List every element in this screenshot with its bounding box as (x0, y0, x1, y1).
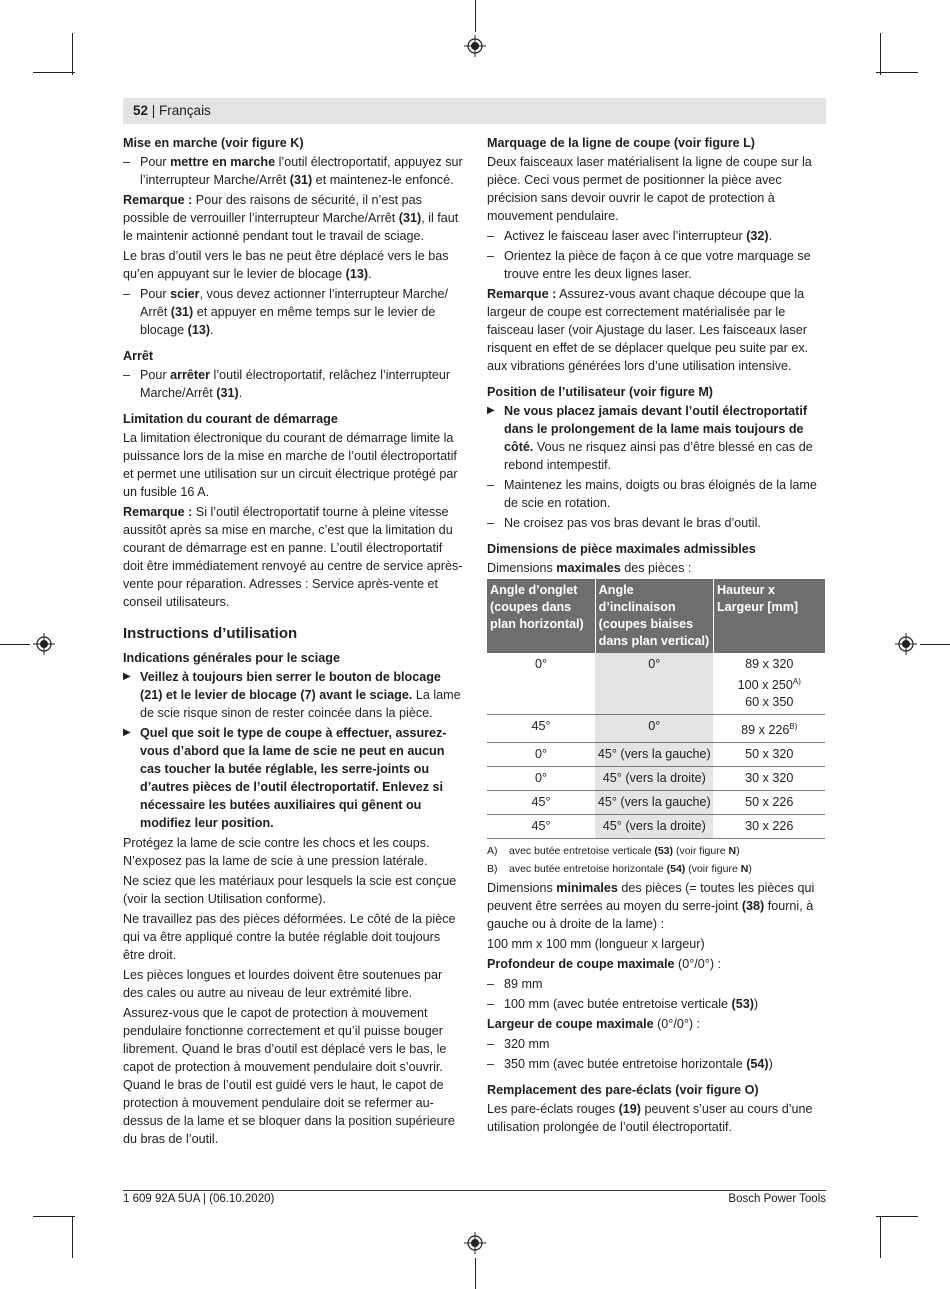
table-cell: 45° (487, 715, 595, 743)
page-header (123, 98, 826, 124)
crop-mark (33, 72, 75, 73)
table-cell: 0° (487, 653, 595, 715)
table-cell: 30 x 226 (713, 815, 825, 839)
list-item: – Orientez la pièce de façon à ce que votre marquage se trouve entre les deux lignes laser. (487, 247, 827, 283)
warning-item: ▶ Ne vous placez jamais devant l’outil électroportatif dans le prolongement de la lame mais toujours de côté. Vous ne risquez ainsi pas d’être blessé en cas de rebond intempestif. (487, 402, 827, 474)
list-item: – Pour mettre en marche l’outil électroportatif, appuyez sur l’interrupteur Marche/Arrêt (31) et maintenez-le enfoncé. (123, 153, 465, 189)
table-row (487, 791, 825, 815)
paragraph: Les pare-éclats rouges (19) peuvent s’user au cours d’une utilisation prolongée de l’outil électroportatif. (487, 1102, 813, 1135)
paragraph: Dimensions minimales des pièces (= toutes les pièces qui peuvent être serrées au moyen du serre-joint (38) fourni, à gauche ou à droite de la lame) : (487, 881, 815, 932)
table-row (487, 767, 825, 791)
crop-mark (72, 1216, 73, 1258)
crop-mark (72, 33, 73, 75)
table-row (487, 715, 825, 743)
section-title-cut-line: Marquage de la ligne de coupe (voir figure L) (487, 136, 756, 150)
footnote: A) avec butée entretoise verticale (53) (voir figure N) (487, 845, 740, 858)
table-header: Angle d’onglet (coupes dans plan horizontal) (487, 579, 595, 653)
table-cell: 45° (vers la gauche) (595, 743, 713, 767)
paragraph: Deux faisceaux laser matérialisent la ligne de coupe sur la pièce. Ceci vous permet de positionner la pièce avec précision sans devoir ouvrir le capot de protection à mouvement pendulaire. (487, 155, 812, 223)
table-cell: 50 x 226 (713, 791, 825, 815)
crop-mark (920, 644, 950, 645)
right-column (487, 134, 827, 1138)
crop-mark (475, 0, 476, 32)
list-item: – 350 mm (avec butée entretoise horizontale (54)) (487, 1055, 827, 1073)
crop-mark (880, 33, 881, 75)
list-item: – Maintenez les mains, doigts ou bras éloignés de la lame de scie en rotation. (487, 476, 827, 512)
note-paragraph: Remarque : Pour des raisons de sécurité, il n’est pas possible de verrouiller l’interrupteur Marche/Arrêt (31), il faut le maintenir actionné pendant tout le travail de sciage. (123, 193, 459, 243)
section-title-switch-off: Arrêt (123, 349, 154, 363)
list-item: – Pour arrêter l’outil électroportatif, relâchez l’interrupteur Marche/Arrêt (31). (123, 366, 465, 402)
paragraph: 100 mm x 100 mm (longueur x largeur) (487, 937, 705, 952)
crop-mark (475, 1258, 476, 1289)
table-header: Hauteur x Largeur [mm] (713, 579, 825, 653)
table-cell: 45° (vers la droite) (595, 815, 713, 839)
paragraph: Ne sciez que les matériaux pour lesquels la scie est conçue (voir la section Utilisation conforme). (123, 874, 457, 906)
note-paragraph: Remarque : Si l’outil électroportatif tourne à pleine vitesse aussitôt après sa mise en marche, c’est que la limitation du courant de démarrage est en panne. L’outil électroportatif doit être immédiatement renvoyé au centre de service après-vente pour réparation. Adresses : Service après-vente et conseil utilisateurs. (123, 505, 463, 609)
table-cell: 30 x 320 (713, 767, 825, 791)
paragraph: Le bras d’outil vers le bas ne peut être déplacé vers le bas qu’en appuyant sur le levier de blocage (13). (123, 249, 449, 281)
section-title-sawing: Indications générales pour le sciage (123, 651, 340, 665)
footnote: B) avec butée entretoise horizontale (54) (voir figure N) (487, 863, 752, 876)
footer-brand: Bosch Power Tools (728, 1193, 826, 1205)
table-row (487, 653, 825, 715)
note-paragraph: Remarque : Assurez-vous avant chaque découpe que la largeur de coupe est correctement matérialisée par le faisceau laser (voir Ajustage du laser. Les faisceaux laser risquent en effet de se déplacer quelque peu suite par ex. aux vibrations générées lors d’une utilisation intensive. (487, 287, 809, 373)
warning-item: ▶ Veillez à toujours bien serrer le bouton de blocage (21) et le levier de blocage (7) avant le sciage. La lame de scie risque sinon de rester coincée dans la pièce. (123, 668, 465, 722)
paragraph: Ne travaillez pas des pièces déformées. Le côté de la pièce qui va être appliqué contre la butée réglable doit toujours être droit. (123, 912, 456, 962)
list-item: – 89 mm (487, 975, 827, 993)
paragraph: La limitation électronique du courant de démarrage limite la puissance lors de la mise en marche de l’outil électroportatif et permet une utilisation sur un circuit électrique protégé par un fusible 16 A. (123, 431, 458, 499)
crop-mark (880, 1216, 881, 1258)
crop-mark (876, 72, 918, 73)
table-header-row (487, 579, 825, 653)
dimensions-table (487, 579, 825, 839)
section-title-current-limit: Limitation du courant de démarrage (123, 412, 338, 426)
registration-mark-icon (464, 35, 486, 57)
table-row (487, 815, 825, 839)
table-row (487, 743, 825, 767)
warning-item: ▶ Quel que soit le type de coupe à effectuer, assurez-vous d’abord que la lame de scie ne peut en aucun cas toucher la butée réglable, les serre-joints ou d’autres pièces de l’outil électroportatif. Enlevez si nécessaire les butées auxiliaires qui gênent ou modifiez leur position. (123, 724, 465, 832)
crop-mark (33, 1216, 75, 1217)
section-title-splinter-guard: Remplacement des pare-éclats (voir figure O) (487, 1083, 759, 1098)
paragraph: Profondeur de coupe maximale (0°/0°) : (487, 957, 722, 972)
section-title-switch-on: Mise en marche (voir figure K) (123, 136, 304, 150)
list-item: – 320 mm (487, 1035, 827, 1053)
table-cell: 45° (vers la droite) (595, 767, 713, 791)
table-cell: 0° (487, 743, 595, 767)
registration-mark-icon (464, 1232, 486, 1254)
paragraph: Protégez la lame de scie contre les chocs et les coups. N’exposez pas la lame de scie à une pression latérale. (123, 836, 430, 868)
crop-mark (876, 1216, 918, 1217)
table-header: Angle d’inclinaison (coupes biaises dans plan vertical) (595, 579, 713, 653)
paragraph: Dimensions maximales des pièces : (487, 561, 692, 575)
chapter-title: Instructions d’utilisation (123, 625, 298, 642)
table-cell: 50 x 320 (713, 743, 825, 767)
paragraph: Largeur de coupe maximale (0°/0°) : (487, 1017, 701, 1032)
list-item: – 100 mm (avec butée entretoise verticale (53)) (487, 995, 827, 1013)
footer-divider (123, 1190, 826, 1191)
list-item: – Activez le faisceau laser avec l’interrupteur (32). (487, 227, 827, 245)
table-cell: 0° (595, 653, 713, 715)
header-language: Français (159, 103, 211, 118)
registration-mark-icon (895, 633, 917, 655)
table-cell: 45° (487, 815, 595, 839)
crop-mark (0, 644, 30, 645)
table-cell: 89 x 320 100 x $250^{A)}$ 60 x 350 (713, 653, 825, 715)
table-cell: 45° (vers la gauche) (595, 791, 713, 815)
section-title-dimensions: Dimensions de pièce maximales admissibles (487, 542, 756, 556)
paragraph: Assurez-vous que le capot de protection à mouvement pendulaire fonctionne correctement et qu’il puisse bouger librement. Quand le bras d’outil est déplacé vers le bas, le capot de protection à mouvement pendulaire doit s’ouvrir. Quand le bras de l’outil est guidé vers le haut, le capot de protection à mouvement pendulaire doit se refermer au-dessus de la lame et se bloquer dans la position supérieure du bras de l’outil. (123, 1006, 455, 1146)
table-cell: 89 x $226^{B)}$ (713, 715, 825, 743)
list-item: – Ne croisez pas vos bras devant le bras d’outil. (487, 514, 827, 532)
header-text: 52 | Français (133, 103, 211, 118)
registration-mark-icon (33, 633, 55, 655)
section-title-user-position: Position de l’utilisateur (voir figure M) (487, 385, 714, 399)
left-column (123, 134, 465, 1150)
paragraph: Les pièces longues et lourdes doivent être soutenues par des cales ou autre au niveau de leur extrémité libre. (123, 968, 443, 1000)
footer-document-id: 1 609 92A 5UA | (06.10.2020) (123, 1193, 275, 1205)
table-cell: 45° (487, 791, 595, 815)
page-number: 52 (133, 103, 149, 118)
table-cell: 0° (595, 715, 713, 743)
table-cell: 0° (487, 767, 595, 791)
list-item: – Pour scier, vous devez actionner l’interrupteur Marche/ Arrêt (31) et appuyer en même temps sur le levier de blocage (13). (123, 285, 465, 339)
